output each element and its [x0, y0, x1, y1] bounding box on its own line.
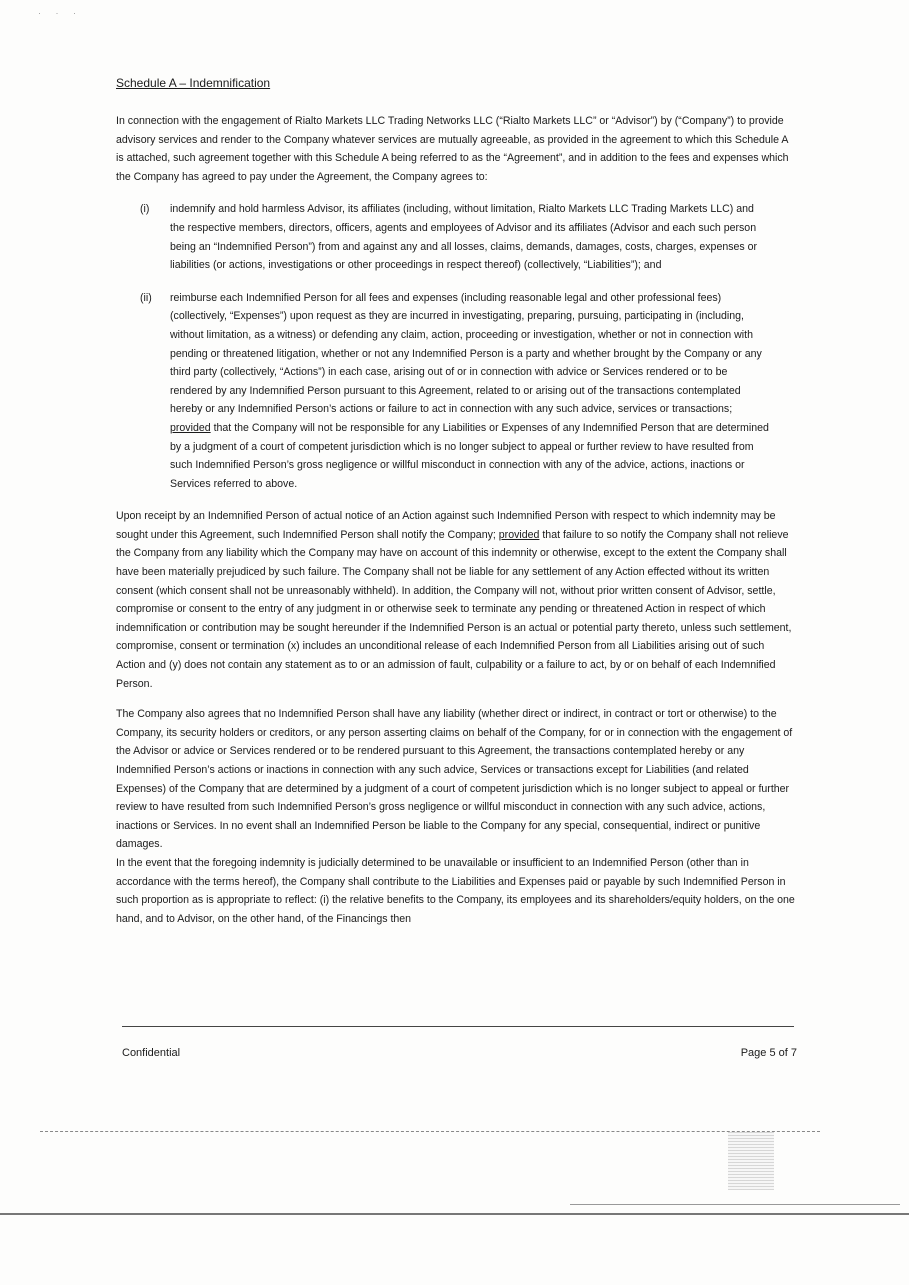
- footer-divider: [122, 1026, 794, 1027]
- scan-artifact-edge: [0, 1213, 909, 1215]
- paragraph-text-part: that failure to so notify the Company shall not relieve the Company from any liability which the Company may have on account of this indemnity or otherwise, except to the extent the Company shall have been materially prejudiced by such failure. The Company shall not be liable for any settlement of any Action effected without its written consent (which consent shall not be unreasonably withheld). In addition, the Company will not, without prior written consent of Advisor, settle, compromise or consent to the entry of any judgment in or otherwise seek to terminate any pending or threatened Action in respect of which indemnification or contribution may be sought hereunder if the Indemnified Person is an actual or potential party thereto, unless such settlement, compromise, consent or termination (x) includes an unconditional release of each Indemnified Person from all Liabilities arising out of such Action and (y) does not contain any statement as to or an admission of fault, culpability or a failure to act, by or on behalf of each Indemnified Person.: [116, 528, 792, 690]
- underlined-term: provided: [498, 528, 540, 541]
- underlined-term: provided: [170, 421, 211, 434]
- scan-artifact-specks: · · ·: [38, 8, 82, 18]
- list-item-text-part: reimburse each Indemnified Person for all fees and expenses (including reasonable legal and other professional fees) (collectively, “Expenses”) upon request as they are incurred in investigating, preparing, pursuing, participating in (including, without limitation, as a witness) or defending any claim, action, proceeding or investigation, whether or not in connection with pending or threatened litigation, whether or not any Indemnified Person is a party and whether brought by the Company or any third party (collectively, “Actions”) in each case, arising out of or in connection with advice or Services rendered or to be rendered by any Indemnified Person pursuant to this Agreement, related to or arising out of the transactions contemplated hereby or any Indemnified Person’s actions or failure to act in connection with any such advice, services or transactions;: [170, 291, 762, 416]
- intro-paragraph: In connection with the engagement of Rialto Markets LLC Trading Networks LLC (“Rialto Markets LLC” or “Advisor”) by (“Company”) to provide advisory services and render to the Company whatever services are mutually agreeable, as provided in the agreement to which this Schedule A is attached, such agreement together with this Schedule A being referred to as the “Agreement”, and in addition to the fees and expenses which the Company has agreed to pay under the Agreement, the Company agrees to:: [116, 115, 789, 183]
- document-body: [116, 76, 796, 928]
- list-item-text: [170, 289, 770, 494]
- scan-artifact-smudge: [728, 1132, 774, 1190]
- obligations-list: [116, 200, 796, 493]
- list-item-number: (ii): [140, 291, 152, 304]
- scan-artifact-line: [570, 1204, 900, 1205]
- page-number: Page 5 of 7: [740, 1047, 797, 1059]
- footer-confidential: Confidential: [122, 1047, 181, 1059]
- list-item-text: indemnify and hold harmless Advisor, its affiliates (including, without limitation, Rialto Markets LLC Trading Markets LLC) and the respective members, directors, officers, agents and employees of Advisor and its affiliates (Advisor and each such person being an “Indemnified Person”) from and against any and all losses, claims, demands, damages, costs, charges, expenses or liabilities (or actions, investigations or other proceedings in respect thereof) (collectively, “Liabilities”); and: [170, 203, 758, 272]
- paragraph-text-part: Upon receipt by an Indemnified Person of actual notice of an Action against such Indemnified Person with respect to which indemnity may be sought under this Agreement, such Indemnified Person shall notify the Company;: [116, 510, 776, 541]
- notice-paragraph: [116, 507, 796, 693]
- list-item-text-part: that the Company will not be responsible for any Liabilities or Expenses of any Indemnified Person that are determined by a judgment of a court of competent jurisdiction which is no longer subject to appeal or further review to have resulted from such Indemnified Person’s gross negligence or willful misconduct in connection with any of the advice, actions, inactions or Services referred to above.: [170, 421, 769, 490]
- list-item-number: (i): [140, 203, 150, 216]
- list-item: [116, 289, 796, 494]
- liability-paragraph: The Company also agrees that no Indemnified Person shall have any liability (whether direct or indirect, in contract or tort or otherwise) to the Company, its security holders or creditors, or any person asserting claims on behalf of the Company, for or in connection with the engagement of the Advisor or advice or Services rendered or to be rendered pursuant to this Agreement, the transactions contemplated hereby or any Indemnified Person’s actions or inactions in connection with any such advice, Services or transactions except for Liabilities (and related Expenses) of the Company that are determined by a judgment of a court of competent jurisdiction which is no longer subject to appeal or further review to have resulted from such Indemnified Person’s gross negligence or willful misconduct in connection with any such advice, actions, inactions or Services. In no event shall an Indemnified Person be liable to the Company for any special, consequential, indirect or punitive damages.: [116, 708, 793, 851]
- list-item: [116, 200, 796, 274]
- schedule-title: Schedule A – Indemnification: [116, 76, 271, 90]
- scan-artifact-line: [40, 1131, 820, 1132]
- contribution-paragraph: In the event that the foregoing indemnity is judicially determined to be unavailable or insufficient to an Indemnified Person (other than in accordance with the terms hereof), the Company shall contribute to the Liabilities and Expenses paid or payable by such Indemnified Person in such proportion as is appropriate to reflect: (i) the relative benefits to the Company, its employees and its shareholders/equity holders, on the one hand, and to Advisor, on the other hand, of the Financings then: [116, 856, 795, 925]
